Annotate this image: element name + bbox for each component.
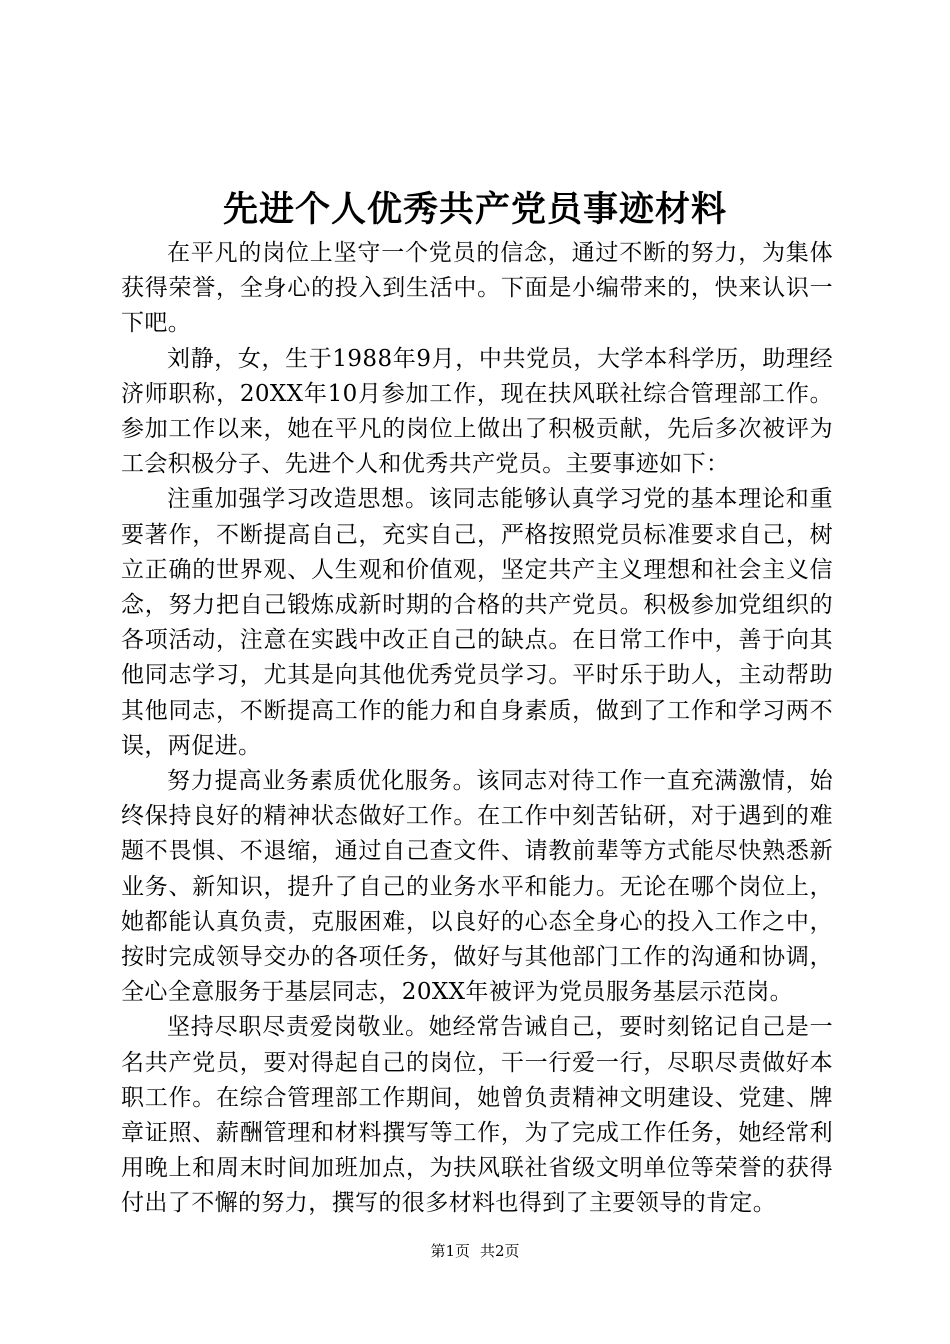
page-number-current: 第1页 (430, 1242, 470, 1260)
paragraph-profile: 刘静，女，生于1988年9月，中共党员，大学本科学历，助理经济师职称，20XX年10月参加工作，现在扶风联社综合管理部工作。参加工作以来，她在平凡的岗位上做出了积极贡献，先后多次被评为工会积极分子、先进个人和优秀共产党员。主要事迹如下： (121, 345, 833, 478)
document-title: 先进个人优秀共产党员事迹材料 (222, 189, 727, 230)
document-body (121, 236, 833, 1222)
paragraph-dedication: 坚持尽职尽责爱岗敬业。她经常告诫自己，要时刻铭记自己是一名共产党员，要对得起自己的岗位，干一行爱一行，尽职尽责做好本职工作。在综合管理部工作期间，她曾负责精神文明建设、党建、牌章证照、薪酬管理和材料撰写等工作，为了完成工作任务，她经常利用晚上和周末时间加班加点，为扶风联社省级文明单位等荣誉的获得付出了不懈的努力，撰写的很多材料也得到了主要领导的肯定。 (121, 1014, 833, 1217)
page-footer (0, 1241, 950, 1261)
paragraph-study: 注重加强学习改造思想。该同志能够认真学习党的基本理论和重要著作，不断提高自己，充实自己，严格按照党员标准要求自己，树立正确的世界观、人生观和价值观，坚定共产主义理想和社会主义信念，努力把自己锻炼成新时期的合格的共产党员。积极参加党组织的各项活动，注意在实践中改正自己的缺点。在日常工作中，善于向其他同志学习，尤其是向其他优秀党员学习。平时乐于助人，主动帮助其他同志，不断提高工作的能力和自身素质，做到了工作和学习两不误，两促进。 (121, 486, 833, 759)
page-number-total: 共2页 (480, 1242, 520, 1260)
paragraph-service: 努力提高业务素质优化服务。该同志对待工作一直充满激情，始终保持良好的精神状态做好工作。在工作中刻苦钻研，对于遇到的难题不畏惧、不退缩，通过自己查文件、请教前辈等方式能尽快熟悉新业务、新知识，提升了自己的业务水平和能力。无论在哪个岗位上，她都能认真负责，克服困难，以良好的心态全身心的投入工作之中，按时完成领导交办的各项任务，做好与其他部门工作的沟通和协调，全心全意服务于基层同志，20XX年被评为党员服务基层示范岗。 (121, 768, 833, 1006)
paragraph-intro: 在平凡的岗位上坚守一个党员的信念，通过不断的努力，为集体获得荣誉，全身心的投入到生活中。下面是小编带来的，快来认识一下吧。 (121, 240, 833, 337)
